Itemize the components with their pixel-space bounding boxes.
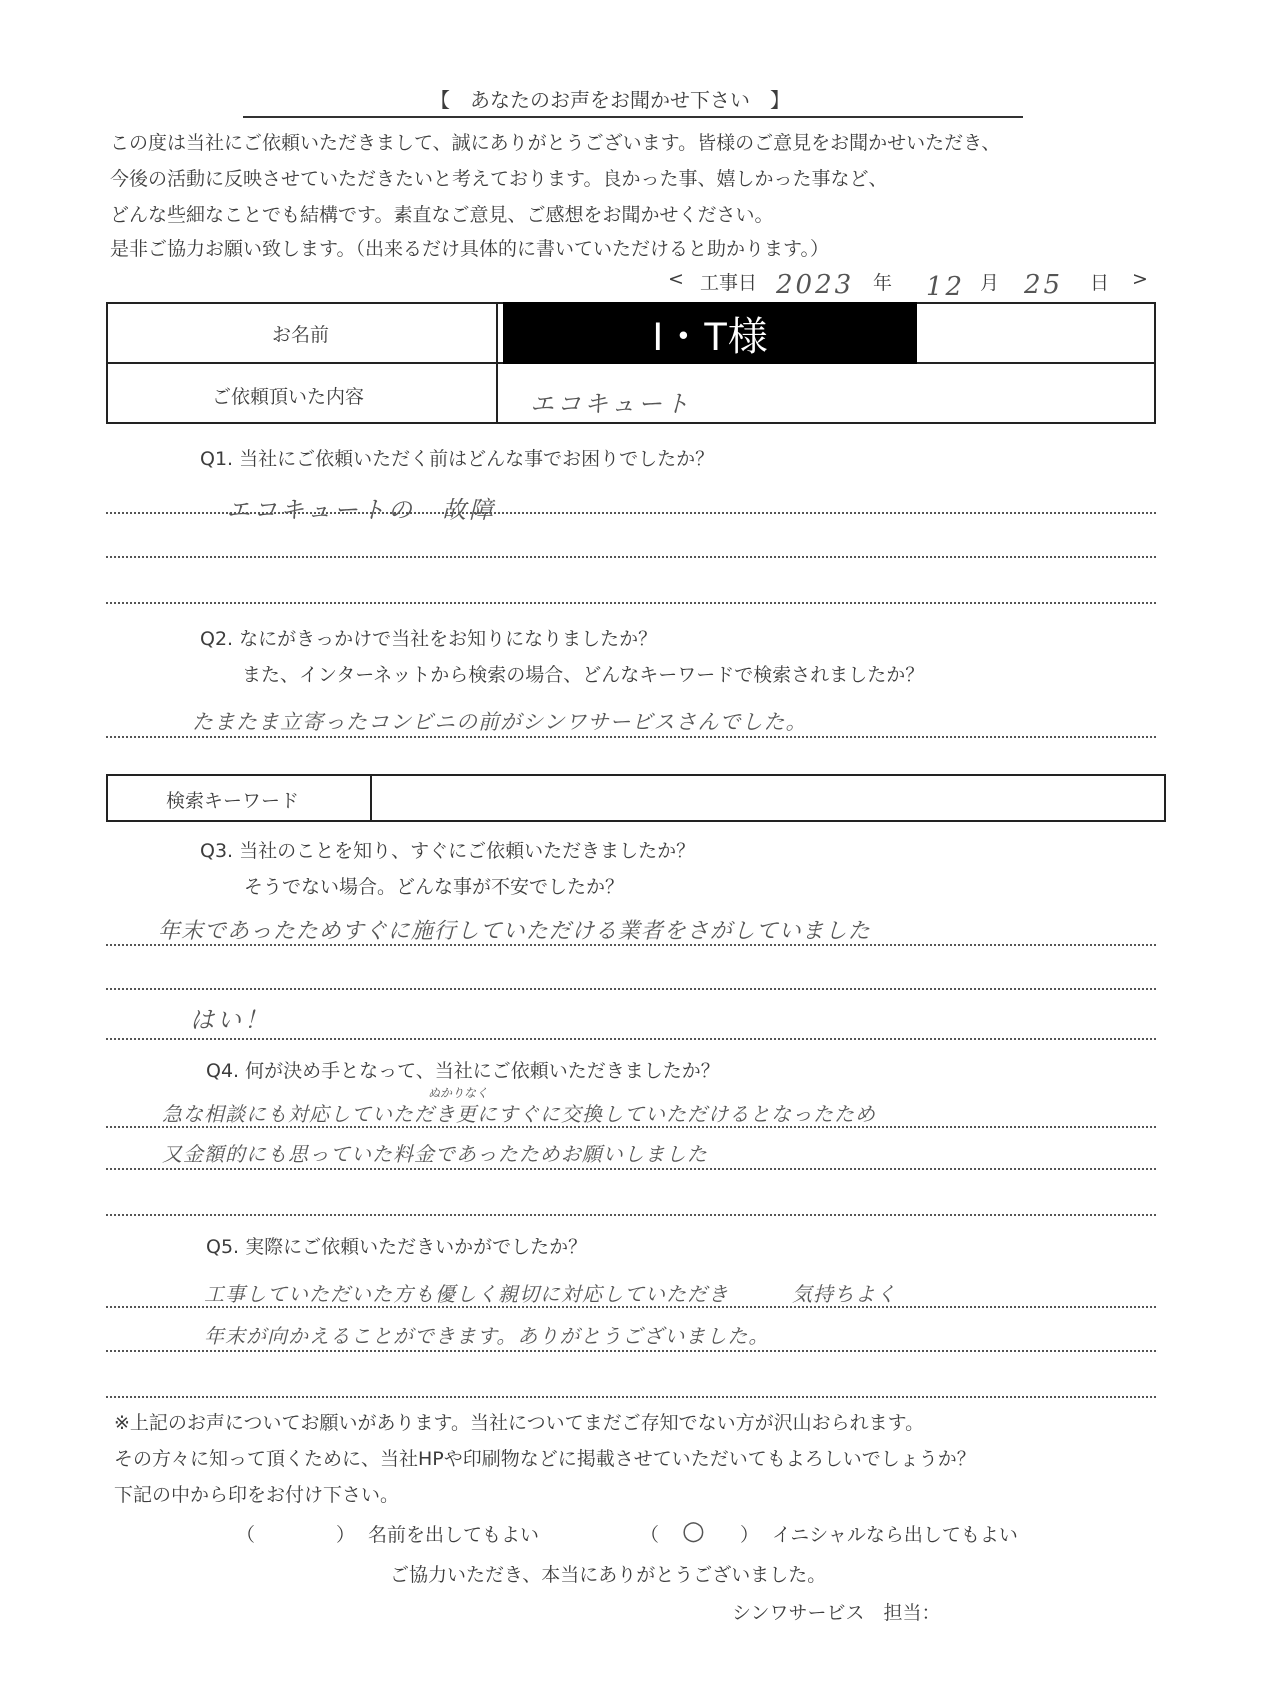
q5-answer-rule-1 xyxy=(106,1306,1156,1308)
option1-paren-open: （ xyxy=(236,1524,256,1546)
q4-answer-line-1: 急な相談にも対応していただき更にすぐに交換していただけるとなったため xyxy=(162,1102,876,1126)
q2-question-line-1: Q2. なにがきっかけで当社をお知りになりましたか？ xyxy=(200,628,658,650)
q5-answer-rule-3 xyxy=(106,1396,1156,1398)
intro-line-4: 是非ご協力お願い致します。（出来るだけ具体的に書いていただけると助かります。） xyxy=(110,238,829,260)
intro-line-1: この度は当社にご依頼いただきまして、誠にありがとうございます。皆様のご意見をお聞かせいただき、 xyxy=(110,132,1001,154)
q3-question-line-2: そうでない場合。どんな事が不安でしたか？ xyxy=(244,876,625,898)
keyword-table-divider xyxy=(370,774,372,822)
footer-note-2: その方々に知って頂くために、当社HPや印刷物などに掲載させていただいてもよろしいでしょうか？ xyxy=(114,1448,976,1470)
q4-answer-ruby: ぬかりなく xyxy=(428,1086,489,1100)
option2-mark: ○ xyxy=(682,1516,708,1546)
q1-answer: エコキュートの 故障 xyxy=(226,496,496,524)
name-label: お名前 xyxy=(272,324,330,346)
q5-answer-rule-2 xyxy=(106,1350,1156,1352)
q2-answer-line xyxy=(106,736,1156,738)
date-year: 2023 xyxy=(776,270,855,300)
q2-answer: たまたま立寄ったコンビニの前がシンワサービスさんでした。 xyxy=(192,710,808,734)
date-day: 25 xyxy=(1024,270,1064,300)
date-month-unit: 月 xyxy=(980,272,1000,294)
intro-line-2: 今後の活動に反映させていただきたいと考えております。良かった事、嬉しかった事など、 xyxy=(110,168,888,190)
request-label: ご依頼頂いた内容 xyxy=(212,386,365,408)
survey-title: 【 あなたのお声をお聞かせ下さい 】 xyxy=(430,88,790,112)
q4-answer-rule-2 xyxy=(106,1168,1156,1170)
intro-line-3: どんな些細なことでも結構です。素直なご意見、ご感想をお聞かせください。 xyxy=(110,204,774,226)
option1-paren-close: ） xyxy=(336,1524,356,1546)
q3-answer-rule-2 xyxy=(106,988,1156,990)
q4-question: Q4. 何が決め手となって、当社にご依頼いただきましたか？ xyxy=(206,1060,720,1082)
q3-answer-line-1: 年末であったためすぐに施行していただける業者をさがしていました xyxy=(158,919,871,944)
date-label: 工事日 xyxy=(700,272,758,294)
date-open-bracket: < xyxy=(668,268,684,290)
q1-answer-line-3 xyxy=(106,602,1156,604)
q4-answer-line-2: 又金額的にも思っていた料金であったためお願いしました xyxy=(162,1142,708,1166)
date-day-unit: 日 xyxy=(1090,272,1110,294)
date-month: 12 xyxy=(926,272,966,302)
q1-answer-line-2 xyxy=(106,556,1156,558)
q5-answer-line-1: 工事していただいた方も優しく親切に対応していただき 気持ちよく xyxy=(204,1282,897,1306)
title-underline xyxy=(243,116,1023,118)
q3-answer-rule-1 xyxy=(106,944,1156,946)
q1-question: Q1. 当社にご依頼いただく前はどんな事でお困りでしたか？ xyxy=(200,448,715,470)
q4-answer-rule-1 xyxy=(106,1126,1156,1128)
date-close-bracket: > xyxy=(1132,268,1148,290)
thanks-message: ご協力いただき、本当にありがとうございました。 xyxy=(390,1564,827,1586)
q3-answer-line-2: はい！ xyxy=(190,1006,271,1034)
q5-question: Q5. 実際にご依頼いただきいかがでしたか？ xyxy=(206,1236,588,1258)
q2-question-line-2: また、インターネットから検索の場合、どんなキーワードで検索されましたか？ xyxy=(242,664,925,686)
option2-paren-open: （ xyxy=(640,1524,660,1546)
footer-note-3: 下記の中から印をお付け下さい。 xyxy=(114,1484,400,1506)
name-value: I・T様 xyxy=(652,314,768,359)
request-value: エコキュート xyxy=(530,390,692,418)
q5-answer-line-2: 年末が向かえることができます。ありがとうございました。 xyxy=(204,1324,770,1348)
info-table-col-divider xyxy=(496,302,498,424)
footer-note-1: ※上記のお声についてお願いがあります。当社についてまだご存知でない方が沢山おられます。 xyxy=(114,1412,925,1434)
option2-paren-close: ） xyxy=(740,1524,760,1546)
q4-answer-rule-3 xyxy=(106,1214,1156,1216)
q3-question-line-1: Q3. 当社のことを知り、すぐにご依頼いただきましたか？ xyxy=(200,840,696,862)
q3-answer-rule-3 xyxy=(106,1038,1156,1040)
keyword-label: 検索キーワード xyxy=(166,790,300,812)
option2-label: イニシャルなら出してもよい xyxy=(772,1524,1018,1546)
option1-label: 名前を出してもよい xyxy=(368,1524,540,1546)
name-value-redacted xyxy=(503,302,917,364)
company-contact: シンワサービス 担当： xyxy=(732,1602,941,1624)
date-year-unit: 年 xyxy=(873,272,893,294)
q1-answer-line-1 xyxy=(106,512,1156,514)
